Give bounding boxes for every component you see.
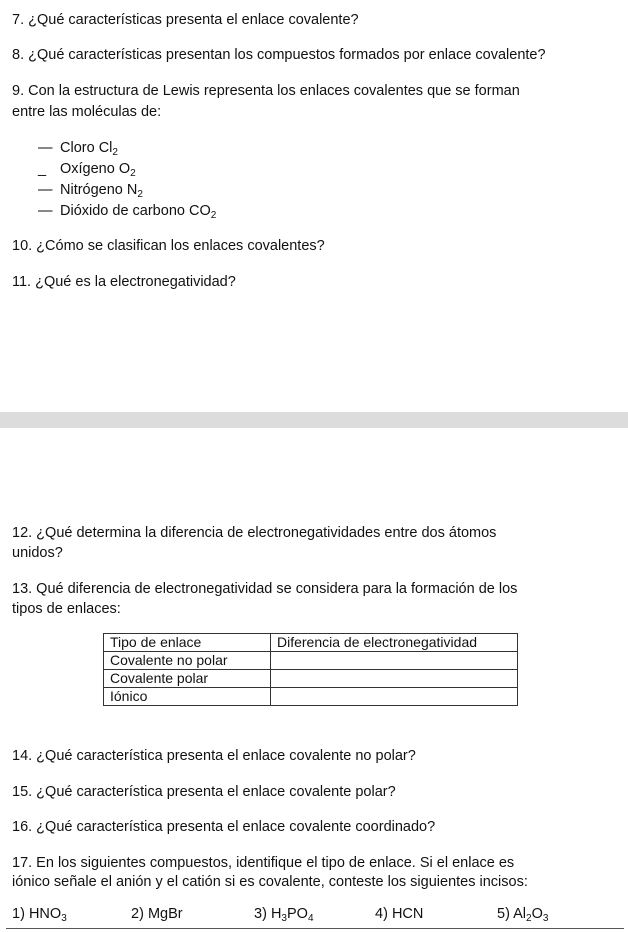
table-header-row [104,634,518,652]
molecule-item [38,160,136,183]
molecule-name: Nitrógeno [60,182,123,198]
molecule-item [38,202,216,225]
formula-subscript: 2 [526,913,532,924]
compound-number: 1) [12,906,25,922]
question-12-line-1: 12. ¿Qué determina la diferencia de electronegatividades entre dos átomos [12,525,497,541]
question-13-line-1: 13. Qué diferencia de electronegatividad se considera para la formación de los [12,581,518,597]
compound-item [254,905,314,928]
molecule-formula: CO [188,203,211,219]
list-dash: — [38,203,53,219]
question-17-line-2: iónico señale el anión y el catión si es covalente, conteste los siguientes incisos: [12,874,528,890]
compound-item [497,905,548,928]
table-cell-type: Iónico [104,688,271,706]
page-break-band [0,412,628,428]
question-9-line-2: entre las moléculas de: [12,104,162,120]
compound-item [131,905,183,923]
molecule-item [38,181,143,204]
table-cell-answer[interactable] [271,670,518,688]
question-13-line-2: tipos de enlaces: [12,601,121,617]
formula-part: MgBr [147,906,183,922]
question-8: 8. ¿Qué características presentan los compuestos formados por enlace covalente? [12,47,546,63]
compound-item [375,905,423,923]
electronegativity-table [103,633,518,706]
question-7: 7. ¿Qué características presenta el enlace covalente? [12,12,359,28]
formula-part: H [28,906,40,922]
molecule-item [38,139,118,162]
formula-subscript: 2 [130,168,136,179]
molecule-name: Cloro [60,140,95,156]
formula-subscript: 2 [210,210,217,221]
compound-number: 2) [131,906,144,922]
table-cell-answer[interactable] [271,652,518,670]
formula-subscript: 3 [542,913,549,924]
formula-subscript: 2 [112,147,118,158]
question-14: 14. ¿Qué característica presenta el enlace covalente no polar? [12,748,416,764]
formula-subscript: 2 [137,189,143,200]
molecule-formula: Cl [98,140,113,156]
molecule-name: Dióxido de carbono [60,203,185,219]
table-row [104,688,518,706]
formula-part: PO [286,906,308,922]
formula-part: Al [513,906,527,922]
table-row [104,670,518,688]
table-cell-type: Covalente polar [104,670,271,688]
question-12-line-2: unidos? [12,545,63,561]
question-10: 10. ¿Cómo se clasifican los enlaces covalentes? [12,238,325,254]
list-dash: — [38,140,53,156]
table-cell-type: Covalente no polar [104,652,271,670]
formula-part: O [531,906,543,922]
question-16: 16. ¿Qué característica presenta el enlace covalente coordinado? [12,819,436,835]
formula-subscript: 3 [281,913,287,924]
formula-subscript: 3 [61,913,67,924]
formula-part: H [270,906,282,922]
bottom-rule [6,928,624,929]
question-17-line-1: 17. En los siguientes compuestos, identifique el tipo de enlace. Si el enlace es [12,855,515,871]
molecule-formula: N [126,182,138,198]
formula-part: N [39,906,50,922]
formula-part: O [49,906,62,922]
question-11: 11. ¿Qué es la electronegatividad? [12,274,236,290]
table-row [104,652,518,670]
compound-number: 5) [497,906,510,922]
table-header-cell: Diferencia de electronegatividad [271,634,518,652]
molecule-formula: O [118,161,131,177]
table-header-cell: Tipo de enlace [104,634,271,652]
molecule-name: Oxígeno [60,161,115,177]
table-cell-answer[interactable] [271,688,518,706]
list-dash: _ [38,161,47,177]
question-9-line-1: 9. Con la estructura de Lewis representa los enlaces covalentes que se forman [12,83,520,99]
formula-subscript: 4 [307,913,314,924]
compound-number: 4) [375,906,388,922]
question-15: 15. ¿Qué característica presenta el enlace covalente polar? [12,784,396,800]
compound-item [12,905,67,928]
formula-part: HCN [391,906,424,922]
compound-number: 3) [254,906,267,922]
list-dash: — [38,182,53,198]
